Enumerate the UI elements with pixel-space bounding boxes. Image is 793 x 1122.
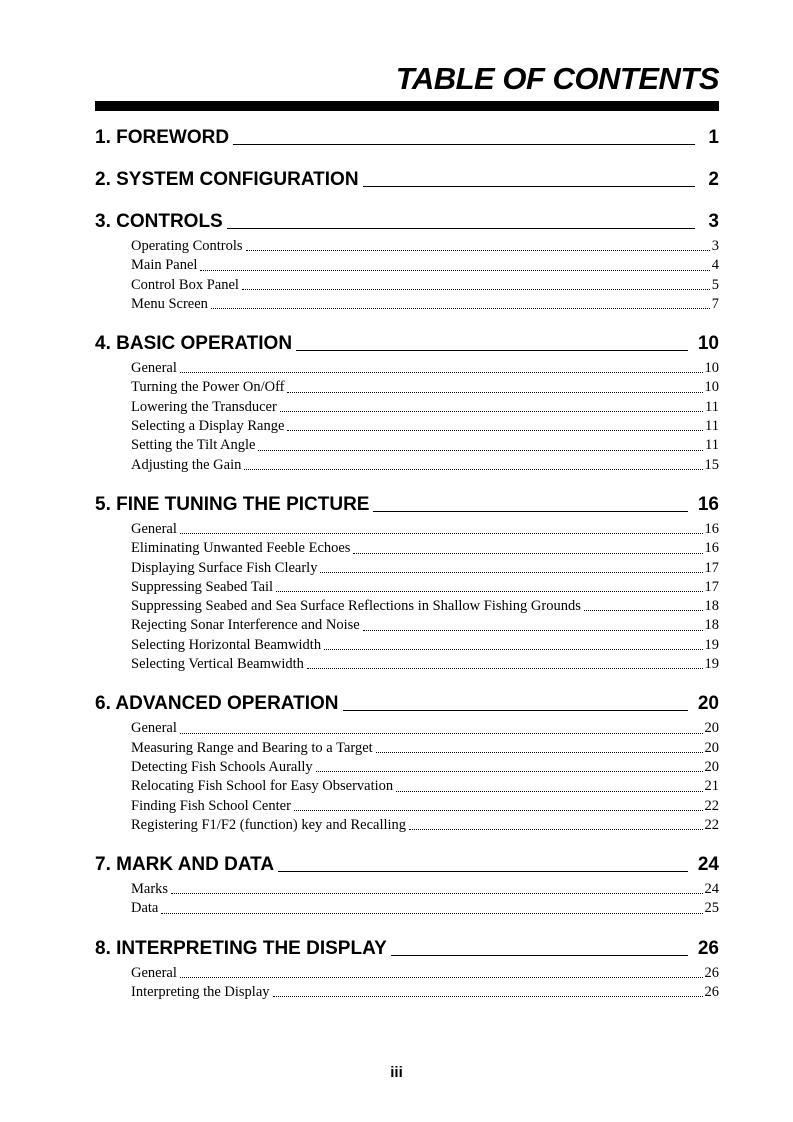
toc-entry[interactable] — [131, 359, 719, 378]
entry-dot-leader — [363, 630, 703, 631]
entry-dot-leader — [287, 392, 702, 393]
entry-dot-leader — [200, 270, 709, 271]
entry-page-number: 25 — [704, 900, 719, 917]
toc-entry[interactable] — [131, 456, 719, 475]
entry-label: Interpreting the Display — [131, 984, 270, 1001]
entry-label: Adjusting the Gain — [131, 456, 242, 473]
section-page-number: 1 — [708, 127, 719, 148]
entry-dot-leader — [396, 791, 702, 792]
entry-page-number: 11 — [705, 418, 719, 435]
entry-dot-leader — [273, 996, 703, 997]
entry-page-number: 22 — [704, 797, 719, 814]
section-entries — [131, 520, 719, 674]
section-heading[interactable] — [95, 853, 719, 877]
entry-dot-leader — [307, 668, 703, 669]
entry-dot-leader — [180, 533, 703, 534]
toc-entry[interactable] — [131, 964, 719, 983]
section-leader-line — [363, 186, 695, 187]
page-title: TABLE OF CONTENTS — [395, 61, 719, 96]
toc-entry[interactable] — [131, 758, 719, 777]
entry-dot-leader — [376, 752, 703, 753]
section-heading[interactable] — [95, 332, 719, 356]
section-entries — [131, 237, 719, 314]
entry-label: Relocating Fish School for Easy Observation — [131, 778, 394, 795]
entry-label: Detecting Fish Schools Aurally — [131, 758, 313, 775]
section-leader-line — [227, 228, 695, 229]
entry-page-number: 19 — [704, 656, 719, 673]
toc-section — [95, 126, 719, 150]
entry-dot-leader — [180, 733, 703, 734]
entry-page-number: 24 — [704, 881, 719, 898]
toc-entry[interactable] — [131, 797, 719, 816]
entry-label: Measuring Range and Bearing to a Target — [131, 739, 373, 756]
entry-page-number: 10 — [704, 360, 719, 377]
section-title: 5. FINE TUNING THE PICTURE — [95, 493, 370, 515]
toc-entry[interactable] — [131, 295, 719, 314]
entry-page-number: 7 — [711, 295, 719, 312]
entry-page-number: 10 — [704, 379, 719, 396]
section-page-number: 2 — [708, 169, 719, 190]
section-page-number: 10 — [697, 333, 719, 355]
section-leader-line — [343, 710, 688, 711]
toc-section — [95, 210, 719, 314]
entry-label: General — [131, 520, 177, 537]
entry-label: Selecting Horizontal Beamwidth — [131, 636, 322, 653]
entry-dot-leader — [320, 572, 702, 573]
entry-dot-leader — [180, 977, 703, 978]
entry-page-number: 16 — [704, 540, 719, 557]
entry-dot-leader — [409, 829, 702, 830]
section-leader-line — [391, 955, 688, 956]
entry-page-number: 11 — [705, 437, 719, 454]
entry-page-number: 22 — [704, 816, 719, 833]
toc-entry[interactable] — [131, 559, 719, 578]
entry-dot-leader — [316, 771, 703, 772]
toc-entry[interactable] — [131, 816, 719, 835]
toc-entry[interactable] — [131, 880, 719, 899]
section-title: 4. BASIC OPERATION — [95, 333, 293, 355]
entry-label: Suppressing Seabed and Sea Surface Reflections in Shallow Fishing Grounds — [131, 598, 581, 615]
toc-entry[interactable] — [131, 578, 719, 597]
entry-label: Rejecting Sonar Interference and Noise — [131, 617, 360, 634]
entry-dot-leader — [171, 893, 702, 894]
entry-label: Finding Fish School Center — [131, 797, 291, 814]
entry-label: Main Panel — [131, 257, 198, 274]
entry-label: Suppressing Seabed Tail — [131, 578, 274, 595]
section-heading[interactable] — [95, 692, 719, 716]
entry-label: Operating Controls — [131, 238, 243, 254]
entry-label: Menu Screen — [131, 295, 208, 312]
entry-label: Registering F1/F2 (function) key and Recalling — [131, 816, 407, 833]
section-entries — [131, 880, 719, 919]
page-number: iii — [390, 1064, 403, 1081]
entry-label: Data — [131, 900, 159, 917]
entry-page-number: 11 — [705, 398, 719, 415]
entry-dot-leader — [280, 411, 703, 412]
toc-entry[interactable] — [131, 597, 719, 616]
entry-page-number: 16 — [704, 520, 719, 537]
section-page-number: 3 — [708, 211, 719, 232]
section-leader-line — [373, 511, 687, 512]
entry-dot-leader — [242, 289, 710, 290]
entry-page-number: 15 — [704, 456, 719, 473]
toc-entry[interactable] — [131, 899, 719, 918]
section-title: 6. ADVANCED OPERATION — [95, 693, 339, 715]
entry-page-number: 20 — [704, 720, 719, 737]
toc-page — [95, 60, 719, 1020]
section-page-number: 24 — [697, 854, 719, 876]
section-leader-line — [296, 350, 688, 351]
entry-page-number: 19 — [704, 636, 719, 653]
section-title: 7. MARK AND DATA — [95, 854, 275, 876]
toc-section — [95, 332, 719, 475]
entry-label: General — [131, 720, 177, 737]
entry-page-number: 5 — [711, 276, 719, 293]
section-entries — [131, 964, 719, 1003]
entry-page-number: 21 — [704, 778, 719, 795]
entry-page-number: 17 — [704, 559, 719, 576]
section-leader-line — [278, 871, 688, 872]
entry-label: Selecting Vertical Beamwidth — [131, 656, 304, 673]
entry-page-number: 18 — [704, 598, 719, 615]
entry-page-number: 3 — [711, 238, 719, 254]
toc-entry[interactable] — [131, 436, 719, 455]
toc-entry[interactable] — [131, 398, 719, 417]
entry-dot-leader — [324, 649, 702, 650]
section-title: 2. SYSTEM CONFIGURATION — [95, 169, 359, 190]
toc-section — [95, 937, 719, 1003]
toc-entry[interactable] — [131, 616, 719, 635]
title-rule — [95, 101, 719, 111]
section-heading[interactable] — [95, 126, 719, 150]
toc-section — [95, 692, 719, 835]
entry-label: Selecting a Display Range — [131, 418, 285, 435]
section-entries — [131, 719, 719, 835]
entry-label: Eliminating Unwanted Feeble Echoes — [131, 540, 351, 557]
toc-entry[interactable] — [131, 636, 719, 655]
section-heading[interactable] — [95, 210, 719, 234]
entry-dot-leader — [244, 469, 702, 470]
toc-entry[interactable] — [131, 719, 719, 738]
toc-entry[interactable] — [131, 378, 719, 397]
entry-page-number: 26 — [704, 984, 719, 1001]
section-heading[interactable] — [95, 168, 719, 192]
toc-entry[interactable] — [131, 777, 719, 796]
section-heading[interactable] — [95, 937, 719, 961]
entry-dot-leader — [353, 553, 702, 554]
toc-section — [95, 493, 719, 674]
toc-entry[interactable] — [131, 256, 719, 275]
toc-entry[interactable] — [131, 417, 719, 436]
toc-entry[interactable] — [131, 983, 719, 1002]
entry-label: Setting the Tilt Angle — [131, 437, 256, 454]
toc-section — [95, 168, 719, 192]
entry-label: General — [131, 360, 177, 377]
entry-label: General — [131, 964, 177, 981]
section-title: 8. INTERPRETING THE DISPLAY — [95, 937, 387, 959]
entry-page-number: 17 — [704, 578, 719, 595]
section-leader-line — [233, 144, 695, 145]
toc-sections — [95, 126, 719, 1002]
entry-dot-leader — [258, 450, 703, 451]
entry-dot-leader — [294, 810, 703, 811]
toc-entry[interactable] — [131, 237, 719, 256]
toc-section — [95, 853, 719, 919]
entry-page-number: 4 — [711, 257, 719, 274]
entry-label: Control Box Panel — [131, 276, 239, 293]
entry-page-number: 18 — [704, 617, 719, 634]
entry-dot-leader — [161, 913, 702, 914]
entry-dot-leader — [584, 610, 703, 611]
section-title: 1. FOREWORD — [95, 127, 230, 148]
section-entries — [131, 359, 719, 475]
entry-page-number: 26 — [704, 964, 719, 981]
section-page-number: 26 — [697, 937, 719, 959]
toc-entry[interactable] — [131, 520, 719, 539]
toc-entry[interactable] — [131, 276, 719, 295]
toc-entry[interactable] — [131, 539, 719, 558]
entry-label: Displaying Surface Fish Clearly — [131, 559, 318, 576]
toc-entry[interactable] — [131, 655, 719, 674]
entry-page-number: 20 — [704, 739, 719, 756]
section-page-number: 16 — [697, 493, 719, 515]
entry-dot-leader — [211, 308, 710, 309]
entry-dot-leader — [246, 250, 710, 251]
entry-dot-leader — [180, 372, 703, 373]
section-page-number: 20 — [697, 693, 719, 715]
toc-entry[interactable] — [131, 739, 719, 758]
section-title: 3. CONTROLS — [95, 211, 223, 232]
entry-label: Lowering the Transducer — [131, 398, 277, 415]
entry-dot-leader — [287, 430, 703, 431]
section-heading[interactable] — [95, 493, 719, 517]
entry-label: Marks — [131, 881, 169, 898]
entry-page-number: 20 — [704, 758, 719, 775]
entry-label: Turning the Power On/Off — [131, 379, 285, 396]
entry-dot-leader — [276, 591, 702, 592]
